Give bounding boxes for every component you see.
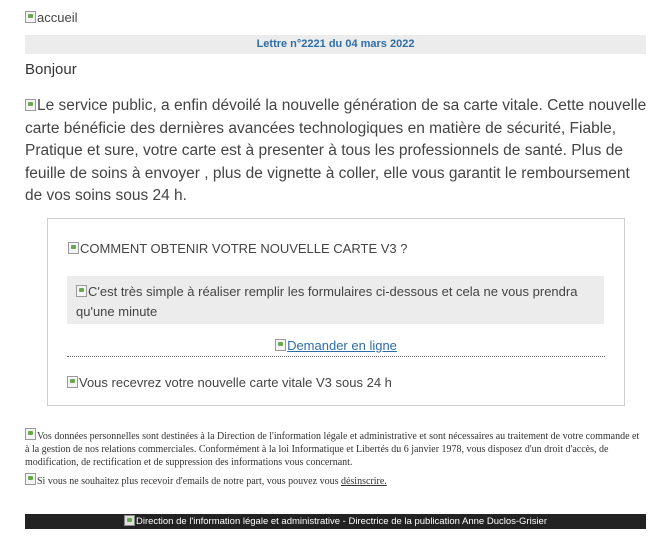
card-title-text: COMMENT OBTENIR VOTRE NOUVELLE CARTE V3 ? [80, 241, 408, 256]
privacy-text: Vos données personnelles sont destinées à la Direction de l'information légale et administrative et sont nécessaires au traitement de votre commande et à la gestion de nos relations commerciales. Conformément à la loi Informatique et Libertés du 6 janvier 1978, vous disposez d'un droit d'accès, de modification, de rectification et de suppression des informations vous concernant. [25, 431, 640, 468]
letter-number-bar [25, 35, 646, 54]
dotted-divider [67, 356, 605, 357]
demander-en-ligne-link[interactable]: Demander en ligne [287, 338, 397, 353]
greeting: Bonjour [25, 61, 77, 78]
broken-image-icon [76, 285, 87, 297]
broken-image-icon [275, 339, 286, 351]
card-info-text: C'est très simple à réaliser remplir les formulaires ci-dessous et cela ne vous prendra qu'une minute [76, 284, 578, 319]
intro-text: Le service public, a enfin dévoilé la nouvelle génération de sa carte vitale. Cette nouvelle carte bénéficie des dernières avancées technologiques en matière de sécurité, Fiable, Pratique et sure, votre carte est à presenter à tous les professionnels de santé. Plus de feuille de soins à envoyer , plus de vignette à coller, elle vous garantit le remboursement de vos soins sous 24 h. [25, 97, 647, 204]
card-title [68, 241, 407, 256]
card-result-text: Vous recevrez votre nouvelle carte vitale V3 sous 24 h [79, 375, 392, 390]
card-result [67, 375, 392, 390]
broken-image-icon [25, 473, 36, 485]
logo-alt-text: accueil [37, 10, 78, 25]
broken-image-icon [25, 428, 36, 440]
unsubscribe-text: Si vous ne souhaitez plus recevoir d'emails de notre part, vous pouvez vous [37, 476, 341, 487]
legal-notice [25, 428, 640, 488]
broken-image-icon [25, 11, 36, 23]
footer-bar [25, 514, 646, 529]
carte-vitale-card [47, 218, 625, 406]
broken-image-icon [124, 515, 135, 526]
logo-accueil[interactable] [25, 10, 77, 25]
broken-image-icon [67, 376, 78, 388]
card-link-row [48, 338, 624, 353]
unsubscribe-notice [25, 473, 640, 488]
intro-paragraph [25, 95, 650, 208]
card-info-box [67, 276, 604, 324]
letter-number: Lettre n°2221 du 04 mars 2022 [256, 38, 415, 50]
footer-text: Direction de l'information légale et administrative - Directrice de la publication Anne Duclos-Grisier [135, 516, 548, 527]
broken-image-icon [68, 242, 79, 254]
broken-image-icon [25, 99, 36, 111]
unsubscribe-link[interactable]: désinscrire. [340, 476, 387, 487]
privacy-notice [25, 428, 640, 469]
